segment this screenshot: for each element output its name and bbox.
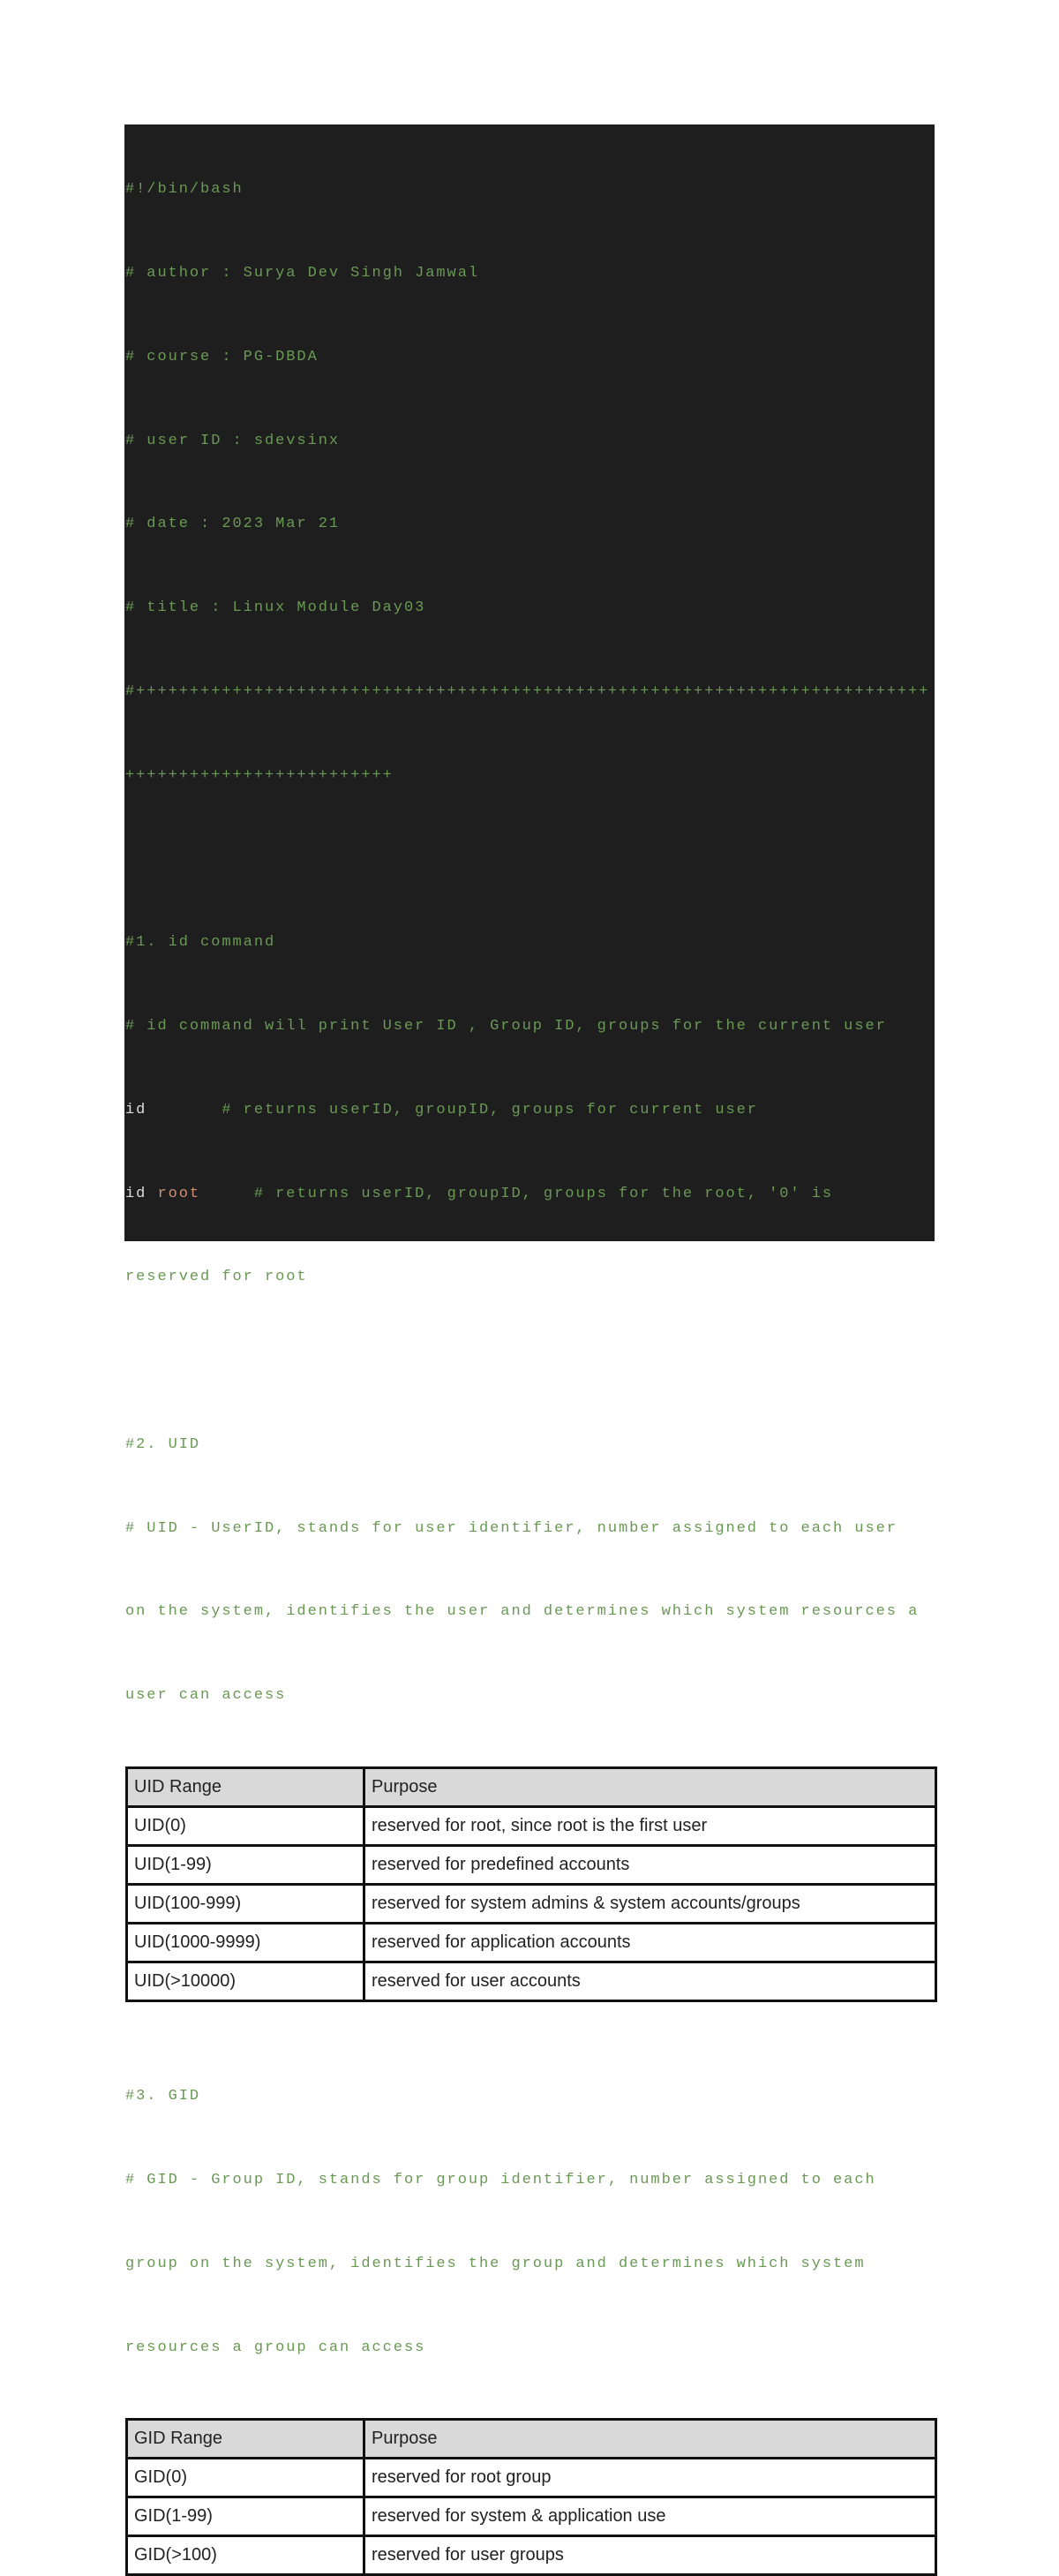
code-line: # course : PG-DBDA	[125, 348, 319, 365]
code-line-id	[125, 1096, 935, 1125]
code-document	[124, 124, 935, 2565]
code-line: # GID - Group ID, stands for group identifier, number assigned to each	[125, 2172, 876, 2188]
table-row	[127, 1962, 936, 2001]
code-line-id-root	[125, 1180, 935, 1209]
range-cell: GID(1-99)	[127, 2497, 364, 2536]
range-cell: UID(1000-9999)	[127, 1924, 364, 1962]
header-cell: GID Range	[127, 2420, 364, 2459]
code-line	[125, 845, 935, 873]
table-row	[127, 2459, 936, 2497]
gid-table	[125, 2418, 937, 2576]
table-row	[127, 1924, 936, 1962]
purpose-cell: reserved for root, since root is the first user	[364, 1807, 936, 1846]
code-line: # date : 2023 Mar 21	[125, 516, 341, 533]
code-line: on the system, identifies the user and determines which system resources a	[125, 1603, 920, 1621]
code-line: #1. id command	[125, 934, 276, 952]
header-cell: Purpose	[364, 2420, 936, 2459]
table-row	[127, 1885, 936, 1924]
table-header-row	[127, 2420, 936, 2459]
code-line: #!/bin/bash	[125, 181, 244, 199]
purpose-cell: reserved for user accounts	[364, 1962, 936, 2001]
code-line: #2. UID	[125, 1435, 201, 1453]
range-cell: UID(1-99)	[127, 1846, 364, 1885]
purpose-cell: reserved for predefined accounts	[364, 1846, 936, 1885]
header-cell: UID Range	[127, 1768, 364, 1807]
table-row	[127, 2497, 936, 2536]
code-line: group on the system, identifies the group and determines which system	[125, 2255, 866, 2272]
purpose-cell: reserved for application accounts	[364, 1924, 936, 1962]
table-row	[127, 1846, 936, 1885]
range-cell: UID(0)	[127, 1807, 364, 1846]
uid-table	[125, 1766, 937, 2002]
code-line: reserved for root	[125, 1269, 308, 1286]
comment: # returns userID, groupID, groups for current user	[146, 1101, 758, 1119]
code-block-header	[124, 120, 935, 1766]
code-line: resources a group can access	[125, 2339, 426, 2356]
code-line: user can access	[125, 1687, 287, 1705]
command: id	[125, 1185, 158, 1202]
header-cell: Purpose	[364, 1768, 936, 1807]
range-cell: GID(0)	[127, 2459, 364, 2497]
command: id	[125, 1101, 147, 1119]
code-line: #3. GID	[125, 2088, 201, 2105]
purpose-cell: reserved for root group	[364, 2459, 936, 2497]
code-line: # title : Linux Module Day03	[125, 599, 426, 617]
comment: # returns userID, groupID, groups for the root, '0' is	[200, 1185, 834, 1202]
purpose-cell: reserved for system admins & system accounts/groups	[364, 1885, 936, 1924]
code-line: # UID - UserID, stands for user identifier, number assigned to each user	[125, 1519, 898, 1537]
table-row	[127, 2536, 936, 2575]
argument: root	[157, 1185, 201, 1202]
code-line: +++++++++++++++++++++++++	[125, 766, 394, 784]
table-row	[127, 1807, 936, 1846]
code-line: #++++++++++++++++++++++++++++++++++++++++++++++++++++++++++++++++++++++++++	[125, 682, 930, 700]
code-line: # id command will print User ID , Group ID, groups for the current user	[125, 1018, 887, 1035]
code-block-gid	[124, 2027, 935, 2417]
purpose-cell: reserved for system & application use	[364, 2497, 936, 2536]
range-cell: UID(100-999)	[127, 1885, 364, 1924]
range-cell: UID(>10000)	[127, 1962, 364, 2001]
code-line: # author : Surya Dev Singh Jamwal	[125, 264, 480, 282]
table-header-row	[127, 1768, 936, 1807]
code-line: # user ID : sdevsinx	[125, 432, 341, 449]
range-cell: GID(>100)	[127, 2536, 364, 2575]
purpose-cell: reserved for user groups	[364, 2536, 936, 2575]
